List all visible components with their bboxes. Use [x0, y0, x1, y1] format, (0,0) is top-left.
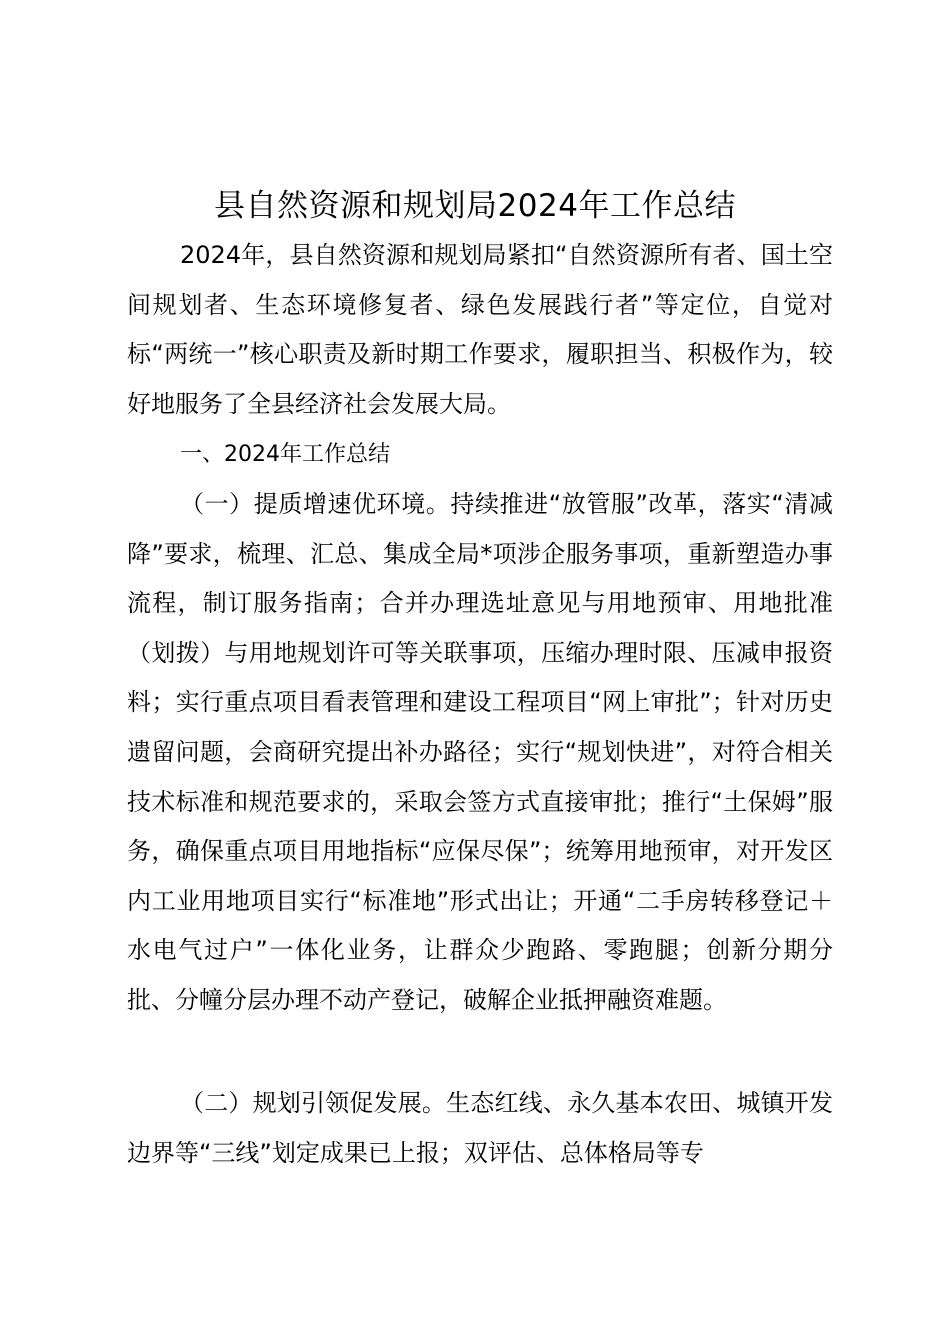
- section-item-2-paragraph: （二）规划引领促发展。生态红线、永久基本农田、城镇开发边界等“三线”划定成果已上报；双评估、总体格局等专: [127, 1089, 833, 1167]
- intro-paragraph: 2024年，县自然资源和规划局紧扣“自然资源所有者、国土空间规划者、生态环境修复者、绿色发展践行者”等定位，自觉对标“两统一”核心职责及新时期工作要求，履职担当、积极作为，较好地服务了全县经济社会发展大局。: [127, 241, 833, 418]
- section-heading: 一、2024年工作总结: [180, 442, 390, 467]
- section-item-1-paragraph: （一）提质增速优环境。持续推进“放管服”改革，落实“清减降”要求，梳理、汇总、集成全局*项涉企服务事项，重新塑造办事流程，制订服务指南；合并办理选址意见与用地预审、用地批准（划拨）与用地规划许可等关联事项，压缩办理时限、压减申报资料；实行重点项目看表管理和建设工程项目“网上审批”；针对历史遗留问题，会商研究提出补办路径；实行“规划快进”，对符合相关技术标准和规范要求的，采取会签方式直接审批；推行“土保姆”服务，确保重点项目用地指标“应保尽保”；统筹用地预审，对开发区内工业用地项目实行“标准地”形式出让；开通“二手房转移登记＋水电气过户”一体化业务，让群众少跑路、零跑腿；创新分期分批、分幢分层办理不动产登记，破解企业抵押融资难题。: [127, 490, 833, 1014]
- document-title: 县自然资源和规划局2024年工作总结: [214, 188, 736, 224]
